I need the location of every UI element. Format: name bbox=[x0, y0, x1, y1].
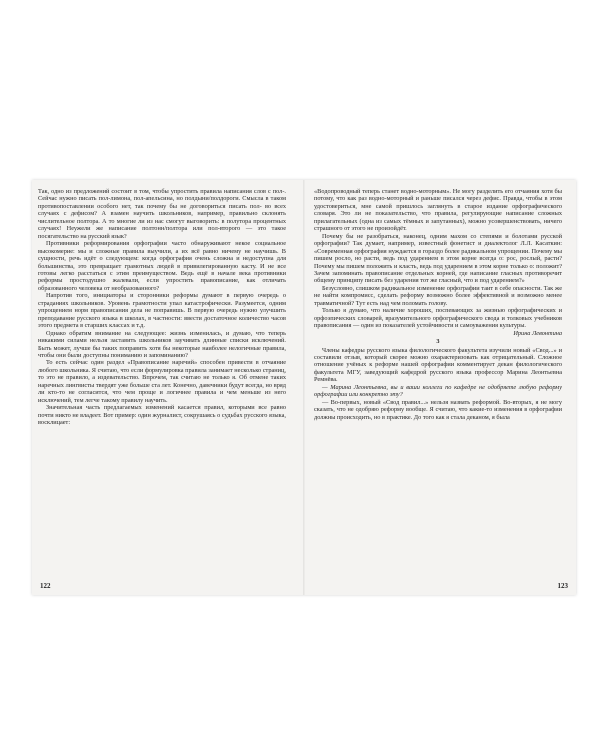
left-page bbox=[38, 188, 286, 580]
left-paragraph-3: Напротив того, инициаторы и сторонники реформы думают в первую очередь о страданиях школьников. Уровень грамотности упал катастрофически. Разумеется, одним упрощением норм правописания дела не поправишь. В первую очередь нужно улучшить преподавание русского языка в школах, в частности: ввести достаточное количество часов этого предмета в старших классах и т.д. bbox=[38, 292, 286, 330]
left-paragraph-2: Противники реформирования орфографии часто обнаруживают некое социальное высокомерие: мы и сложные правила выучили, а их всё равно ничему не научишь. В сущности, речь идёт о следующем: когда орфография очень сложна и недоступна для большинства, это превращает грамотных людей в привилегированную касту. И не все готовы легко расстаться с этим преимуществом. Ведь ещё в начале века противники реформы простодушно жалевали, если упростить правописание, как отличать образованного человека от необразованного? bbox=[38, 240, 286, 292]
right-paragraph-3: Безусловно, слишком радикальное изменение орфографии таит в себе опасности. Так же не найти компромисс, сделать реформу возможно более эффективной и возможно менее травматичной? Тут есть над чем поломать голову. bbox=[314, 284, 562, 307]
right-page-number: 123 bbox=[557, 582, 568, 590]
left-paragraph-1: Так, одно из предложений состоит в том, чтобы упростить правила написания слов с пол-. Сейчас нужно писать пол-лимона, пол-апельсина, но полдыни/полдороги. Смысла в таком противопоставлении особого нет, так почему бы не договориться писать пол- во всех случаях с дефисом? А взамен научить школьников, например, правильно склонять числительное полтора. А то многие ли из нас смогут выговорить: в полутора процентных случаях! Неужели же написание полтонн/полтора или пол-второго — это такое посягательство на русский язык? bbox=[38, 188, 286, 240]
left-page-number: 122 bbox=[40, 582, 51, 590]
book-gutter bbox=[303, 180, 305, 595]
section-number: 3 bbox=[436, 338, 440, 346]
author-signature: Ирина Левонтина bbox=[513, 329, 562, 337]
right-page bbox=[314, 188, 562, 580]
right-paragraph-1: «Водопроводный теперь станет водно-моторным». Не могу разделить его отчаяния хотя бы потому, что как раз водно-моторный и раньше писался через дефис. Правда, чтобы в этом удостовериться, мне самой пришлось заглянуть в старое издание орфографического словаря. Это ли не показательство, что правила, регулирующие написание сложных прилагательных (одна из самых тёмных и запутанных), можно усовершенствовать, ничего страшного от этого не произойдёт. bbox=[314, 188, 562, 233]
left-paragraph-5: То есть сейчас один раздел «Правописание наречий» способен привести в отчаяние любого школьника. Я считаю, что если формулировка правила занимает несколько страниц, то это не правило, а издевательство. Впрочем, так считаю не только я. Об отмене таких наречных лингвисты твердят уже больше ста лет. Конечно, давечники будут всегда, но вряд ли кто-то не согласится, что чем проще и логичнее правила и чем меньше из него исключений, тем легче такому правилу научить. bbox=[38, 359, 286, 404]
right-paragraph-4: Только я думаю, что наличие хороших, поспевающих за жизнью орфографических и орфоэпических словарей, вразумительного орфографического свода и толковых учебников правописания — один из показателей устойчивости и самоуважения культуры. bbox=[314, 307, 562, 330]
right-paragraph-5: Члены кафедры русского языка филологического факультета изучили новый «Свод...» и составили отзыв, который скорее можно охарактеризовать как отрицательный. Сложное отношение учёных к реформе нашей орфографии комментирует декан филологического факультета МГУ, заведующий кафедрой русского языка профессор Марина Леонтьевна Ремнёва. bbox=[314, 346, 562, 384]
book-spread bbox=[32, 180, 576, 595]
left-paragraph-6: Значительная часть предлагаемых изменений касается правил, которыми все равно почти никто не владеет. Вот пример: один журналист, сокрушаясь о судьбах русского языка, восклицает: bbox=[38, 404, 286, 427]
right-paragraph-2: Почему бы не разобраться, наконец, одним махом со степями и болотами русской орфографии? Так думает, например, известный фонетист и диалектолог Л.Л. Касаткин: «Современная орфография нуждается в гораздо более радикальном упрощении. Почему мы пишем росло, но расти, ведь под ударением в этом корне всегда о: рос, рослый, расти? Почему мы пишем положить и класть, ведь под ударением в этом корне только о: положит? Зачем запоминать правописание отдельных корней, где написание гласных противоречит общему принципу писать без ударения тот же гласный, что и под ударением?» bbox=[314, 232, 562, 285]
interview-answer: — Во-первых, новый «Свод правил...» нельзя назвать реформой. Во-вторых, я не могу сказать, что не одобряю реформу вообще. Я считаю, что какие-то изменения в орфографии должны происходить, но в практике. До того как я стала деканом, я была bbox=[314, 398, 562, 421]
interview-question: — Марина Леонтьевна, вы и ваши коллеги по кафедре не одобряете любую реформу орфографии или конкретно эту? bbox=[314, 383, 562, 399]
left-paragraph-4: Однако обратим внимание на следующее: жизнь изменилась, и думаю, что теперь никакими силами нельзя заставить школьников заучивать длинные списки исключений. Быть может, лучше бы таких поправить хотя бы некоторые наиболее нелогичные правила, чтобы они были доступны пониманию и запоминанию? bbox=[38, 329, 286, 359]
